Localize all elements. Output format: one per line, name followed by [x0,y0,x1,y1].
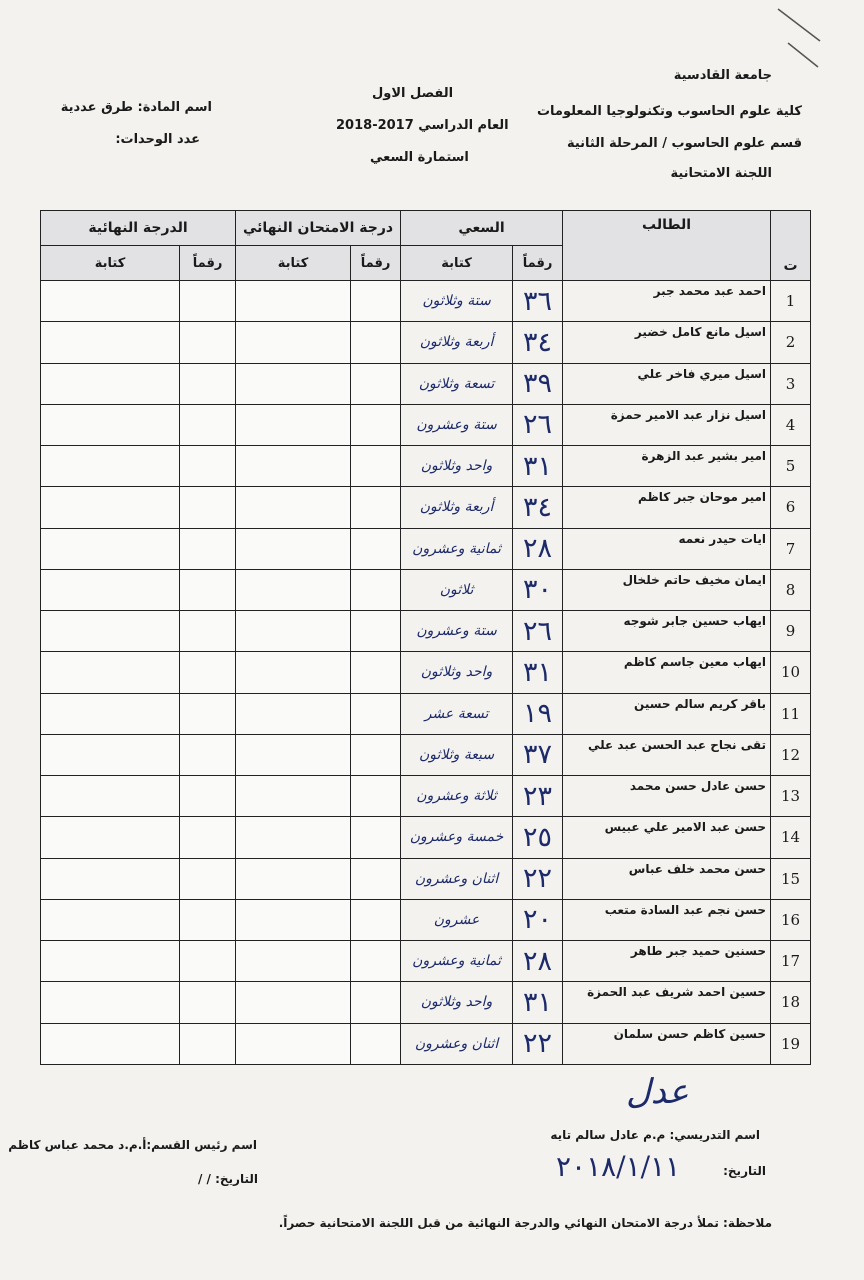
final-words [41,611,180,652]
final-number [180,817,236,858]
final-words [41,446,180,487]
effort-number: ٢٣ [513,776,563,817]
exam-words [236,899,351,940]
effort-number: ٢٠ [513,899,563,940]
effort-words: اثنان وعشرون [401,1023,513,1065]
col-header-final-exam: درجة الامتحان النهائي [236,211,401,246]
final-words [41,817,180,858]
student-name: حسين كاظم حسن سلمان [563,1023,771,1065]
effort-words: خمسة وعشرون [401,817,513,858]
effort-words: أربعة وثلاثون [401,487,513,528]
final-number [180,611,236,652]
final-number [180,446,236,487]
row-number: 12 [771,734,811,775]
final-words [41,899,180,940]
subject-name: اسم المادة: طرق عددية [60,100,212,115]
col-header-no: ت [771,211,811,281]
row-number: 5 [771,446,811,487]
effort-words: ثلاثة وعشرون [401,776,513,817]
student-name: حسين احمد شريف عبد الحمزة [563,982,771,1023]
row-number: 3 [771,363,811,404]
exam-number [351,1023,401,1065]
student-name: باقر كريم سالم حسين [563,693,771,734]
row-number: 14 [771,817,811,858]
exam-number [351,446,401,487]
final-number [180,569,236,610]
row-number: 10 [771,652,811,693]
table-row [41,982,811,1023]
exam-number [351,734,401,775]
exam-committee: اللجنة الامتحانية [670,166,772,181]
final-number [180,1023,236,1065]
effort-words: ثلاثون [401,569,513,610]
units-count: عدد الوحدات: [115,132,200,147]
effort-number: ٢٦ [513,404,563,445]
effort-number: ٢٨ [513,528,563,569]
teacher-date-value: ٢٠١٨/١/١١ [556,1150,681,1183]
teacher-name: اسم التدريسي: م.م عادل سالم تايه [550,1128,760,1142]
effort-words: ستة وعشرون [401,404,513,445]
row-number: 7 [771,528,811,569]
table-row [41,322,811,363]
table-row [41,363,811,404]
effort-number: ٣٠ [513,569,563,610]
exam-words [236,281,351,322]
effort-number: ٣١ [513,446,563,487]
exam-words [236,487,351,528]
col-header-final-grade: الدرجة النهائية [41,211,236,246]
student-name: اسيل نزار عبد الامير حمزة [563,404,771,445]
row-number: 2 [771,322,811,363]
row-number: 1 [771,281,811,322]
final-number [180,322,236,363]
table-row [41,487,811,528]
exam-number [351,899,401,940]
exam-number [351,322,401,363]
exam-number [351,693,401,734]
student-name: تقى نجاح عبد الحسن عبد علي [563,734,771,775]
final-number [180,487,236,528]
final-number [180,734,236,775]
final-number [180,941,236,982]
exam-number [351,858,401,899]
exam-number [351,611,401,652]
exam-words [236,569,351,610]
student-name: امير بشير عبد الزهرة [563,446,771,487]
final-words [41,776,180,817]
table-row [41,858,811,899]
effort-number: ٢٢ [513,858,563,899]
effort-number: ٣١ [513,652,563,693]
effort-number: ٢٦ [513,611,563,652]
final-words [41,982,180,1023]
final-number [180,404,236,445]
row-number: 13 [771,776,811,817]
head-of-department: اسم رئيس القسم:أ.م.د محمد عباس كاظم [8,1138,257,1152]
effort-words: ثمانية وعشرون [401,941,513,982]
table-row [41,652,811,693]
final-number [180,652,236,693]
student-name: احمد عبد محمد جبر [563,281,771,322]
row-number: 9 [771,611,811,652]
exam-number [351,487,401,528]
final-words [41,322,180,363]
exam-number [351,528,401,569]
final-words [41,734,180,775]
row-number: 11 [771,693,811,734]
effort-words: ستة وثلاثون [401,281,513,322]
effort-words: تسعة عشر [401,693,513,734]
table-row [41,569,811,610]
table-row [41,404,811,445]
university-name: جامعة القادسية [673,68,772,83]
effort-number: ٣٤ [513,322,563,363]
final-words [41,487,180,528]
final-words [41,693,180,734]
student-name: امير موحان جبر كاظم [563,487,771,528]
exam-number [351,982,401,1023]
effort-number: ٣١ [513,982,563,1023]
head-date: التاريخ: / / [197,1172,258,1186]
effort-number: ١٩ [513,693,563,734]
effort-number: ٣٦ [513,281,563,322]
academic-year: العام الدراسي 2017-2018 [336,118,509,133]
grades-table [40,210,811,1065]
exam-words [236,982,351,1023]
student-name: حسن عادل حسن محمد [563,776,771,817]
department-stage: قسم علوم الحاسوب / المرحلة الثانية [566,136,802,151]
final-words [41,528,180,569]
final-words [41,569,180,610]
exam-words [236,652,351,693]
effort-number: ٣٤ [513,487,563,528]
exam-words [236,858,351,899]
college-name: كلية علوم الحاسوب وتكنولوجيا المعلومات [536,104,802,119]
effort-words: ثمانية وعشرون [401,528,513,569]
effort-number: ٣٧ [513,734,563,775]
exam-words [236,528,351,569]
student-name: ايمان مخيف حاتم خلخال [563,569,771,610]
final-number [180,858,236,899]
exam-number [351,941,401,982]
effort-number-header: رقماً [513,246,563,281]
final-words [41,858,180,899]
table-row [41,734,811,775]
final-number [180,982,236,1023]
row-number: 6 [771,487,811,528]
effort-words: عشرون [401,899,513,940]
table-row [41,611,811,652]
table-row [41,528,811,569]
exam-number [351,817,401,858]
effort-number: ٢٨ [513,941,563,982]
final-words [41,404,180,445]
row-number: 18 [771,982,811,1023]
semester: الفصل الاول [372,86,454,101]
exam-words [236,322,351,363]
exam-words [236,1023,351,1065]
student-name: حسن محمد خلف عباس [563,858,771,899]
effort-words: واحد وثلاثون [401,446,513,487]
exam-words [236,611,351,652]
note: ملاحظة: تملأ درجة الامتحان النهائي والدرجة النهائية من قبل اللجنة الامتحانية حصراً. [278,1216,772,1230]
col-header-student: الطالب [563,211,771,281]
effort-words: أربعة وثلاثون [401,322,513,363]
student-name: ايهاب معين جاسم كاظم [563,652,771,693]
effort-words: اثنان وعشرون [401,858,513,899]
student-name: اسيل مانع كامل خضير [563,322,771,363]
exam-words [236,446,351,487]
final-words [41,363,180,404]
final-number [180,693,236,734]
effort-words: واحد وثلاثون [401,982,513,1023]
final-number-header: رقماً [180,246,236,281]
table-row [41,281,811,322]
final-number [180,363,236,404]
effort-words: ستة وعشرون [401,611,513,652]
final-words [41,652,180,693]
student-name: ايهاب حسين جابر شوجه [563,611,771,652]
exam-number [351,652,401,693]
row-number: 15 [771,858,811,899]
pen-strokes-mark [770,5,830,75]
row-number: 19 [771,1023,811,1065]
table-row [41,817,811,858]
exam-words [236,363,351,404]
effort-words: تسعة وثلاثون [401,363,513,404]
final-number [180,281,236,322]
exam-number-header: رقماً [351,246,401,281]
effort-number: ٢٥ [513,817,563,858]
student-name: حسن عبد الامير علي عبيس [563,817,771,858]
row-number: 4 [771,404,811,445]
teacher-date-label: التاريخ: [723,1164,766,1178]
exam-words [236,734,351,775]
effort-number: ٣٩ [513,363,563,404]
exam-words [236,693,351,734]
exam-number [351,569,401,610]
row-number: 16 [771,899,811,940]
exam-words [236,817,351,858]
table-row [41,899,811,940]
exam-words [236,941,351,982]
exam-number [351,363,401,404]
form-title: استمارة السعي [370,150,469,165]
teacher-signature: ﻋﺪﻝ [626,1072,689,1112]
row-number: 8 [771,569,811,610]
final-number [180,528,236,569]
exam-number [351,776,401,817]
col-header-effort: السعي [401,211,563,246]
effort-words: سبعة وثلاثون [401,734,513,775]
exam-words [236,776,351,817]
effort-words: واحد وثلاثون [401,652,513,693]
student-name: حسن نجم عبد السادة متعب [563,899,771,940]
final-words [41,281,180,322]
exam-words-header: كتابة [236,246,351,281]
table-row [41,776,811,817]
final-number [180,776,236,817]
row-number: 17 [771,941,811,982]
final-number [180,899,236,940]
final-words [41,941,180,982]
student-name: اسيل ميري فاخر علي [563,363,771,404]
effort-number: ٢٢ [513,1023,563,1065]
effort-words-header: كتابة [401,246,513,281]
exam-words [236,404,351,445]
table-row [41,446,811,487]
exam-number [351,404,401,445]
table-row [41,693,811,734]
table-row [41,941,811,982]
final-words-header: كتابة [41,246,180,281]
student-name: حسنين حميد جبر طاهر [563,941,771,982]
student-name: ايات حيدر نعمه [563,528,771,569]
exam-number [351,281,401,322]
table-row [41,1023,811,1065]
final-words [41,1023,180,1065]
